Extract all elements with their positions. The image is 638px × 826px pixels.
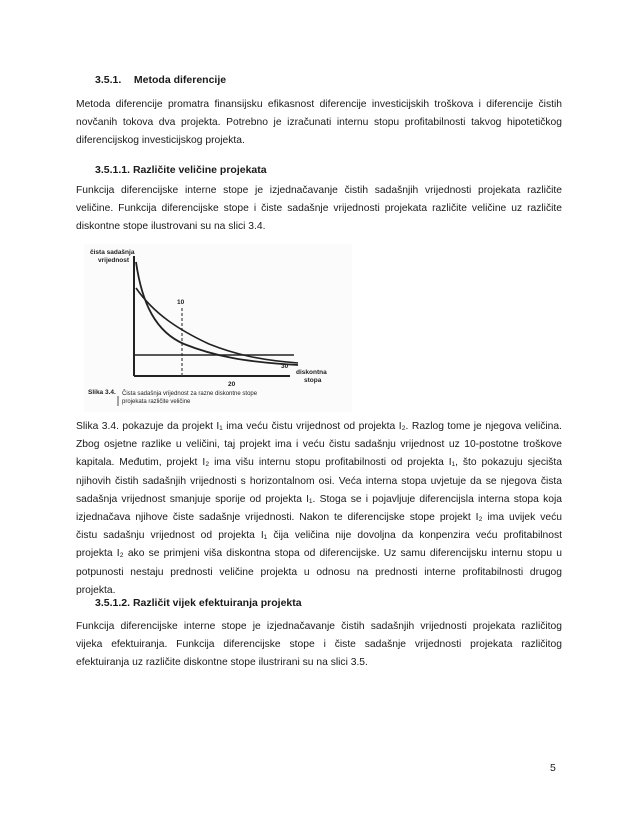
x-axis-label-2: stopa <box>304 377 322 384</box>
section-heading <box>95 73 226 87</box>
subsection-1-paragraph <box>76 182 562 237</box>
y-axis-label-2: vrijednost <box>98 257 130 264</box>
figure-caption-label: Slika 3.4. <box>88 389 116 396</box>
tick-label-20: 20 <box>228 381 236 388</box>
text-line: Funkcija diferencijske interne stope je izjednačavanje čistih sadašnjih vrijednosti projekata različite <box>76 185 562 196</box>
subsection-heading-2: 3.5.1.2. Različit vijek efektuiranja projekta <box>95 597 302 609</box>
subsection-heading-1: 3.5.1.1. Različite veličine projekata <box>95 164 267 176</box>
intro-paragraph <box>76 96 562 151</box>
text-line: Metoda diferencije promatra finansijsku efikasnost diferencije investicijskih troškova i diferencije čistih <box>76 99 562 110</box>
text-line: Slika 3.4. pokazuje da projekt I₁ ima veću čistu vrijednost od projekta I₂. Razlog tome je njegova veličina. <box>76 421 562 432</box>
discussion-paragraph <box>76 418 562 600</box>
text-line: njihovih čistih sadašnjih vrijednosti s horizontalnom osi. Veća interna stopa uvjetuje da se njegova čista <box>76 475 562 487</box>
text-line: diskontne stope ilustrovani su na slici 3.4. <box>76 221 266 233</box>
tick-label-10: 10 <box>177 299 185 306</box>
page-number: 5 <box>550 762 556 774</box>
figure-caption-line-2: projekata različite veličine <box>122 399 191 405</box>
text-line: veličine. Funkcija diferencijske stope i čiste sadašnje vrijednosti projekata različite veličine uz različite <box>76 203 562 215</box>
y-axis-label-1: čista sadašnja <box>90 249 135 256</box>
figure-caption-line-1: Čista sadašnja vrijednost za razne diskontne stope <box>122 391 258 397</box>
text-line: efektuiranja uz različite diskontne stope ilustrirani su na slici 3.5. <box>76 657 368 669</box>
text-line: novčanih tokova dva projekta. Potrebno je izračunati internu stopu profitabilnosti takvog hipotetičkog <box>76 117 562 129</box>
figure-background <box>84 244 352 412</box>
text-line: projekta I₂ ako se primjeni viša diskontna stopa od diferencijske. Uz samu diferencijsku internu stopu u <box>76 548 562 560</box>
tick-label-30: 30 <box>281 363 289 370</box>
text-line: izjednačava njihove čiste sadašnje vrijednosti. Nakon te diferencijske stope projekt I₂ ima uvijek veću <box>76 512 562 524</box>
text-line: Zbog osjetne razlike u veličini, taj projekt ima i veću čistu sadašnju vrijednost uz 10-postotne troškove <box>76 439 562 451</box>
text-line: projekta. <box>76 584 116 596</box>
text-line: potpunosti nestaju prednosti veličine projekta u odnosu na prednosti interne profitabilnosti drugog <box>76 566 562 578</box>
text-line: diferencijskog investicijskog projekta. <box>76 135 245 147</box>
section-title: Metoda diferencije <box>133 74 227 86</box>
subsection-2-paragraph <box>76 618 562 673</box>
text-line: vijeka efektuiranja. Funkcija diferencijske stope i čiste sadašnje vrijednosti projekata različitog <box>76 639 562 651</box>
text-line: kapitala. Međutim, projekt I₂ ima višu internu stopu profitabilnosti od projekta I₁, što pokazuju sjecišta <box>76 457 562 469</box>
text-line: sadašnja vrijednost smanjuje sporije od projekta I₁. Stoga se i pojavljuje diferencijsla interna stopa koja <box>76 493 562 505</box>
x-axis-label-1: diskontna <box>296 369 327 376</box>
section-number: 3.5.1. <box>95 74 122 86</box>
text-line: Funkcija diferencijske interne stope je izjednačavanje čistih sadašnjih vrijednosti projekata različitog <box>76 621 562 632</box>
text-line: čistu sadašnju vrijednost od projekta I₁ čija veličina nije dovoljna da konpenzira veću profitabilnost <box>76 530 562 542</box>
figure-3-4 <box>84 244 352 412</box>
